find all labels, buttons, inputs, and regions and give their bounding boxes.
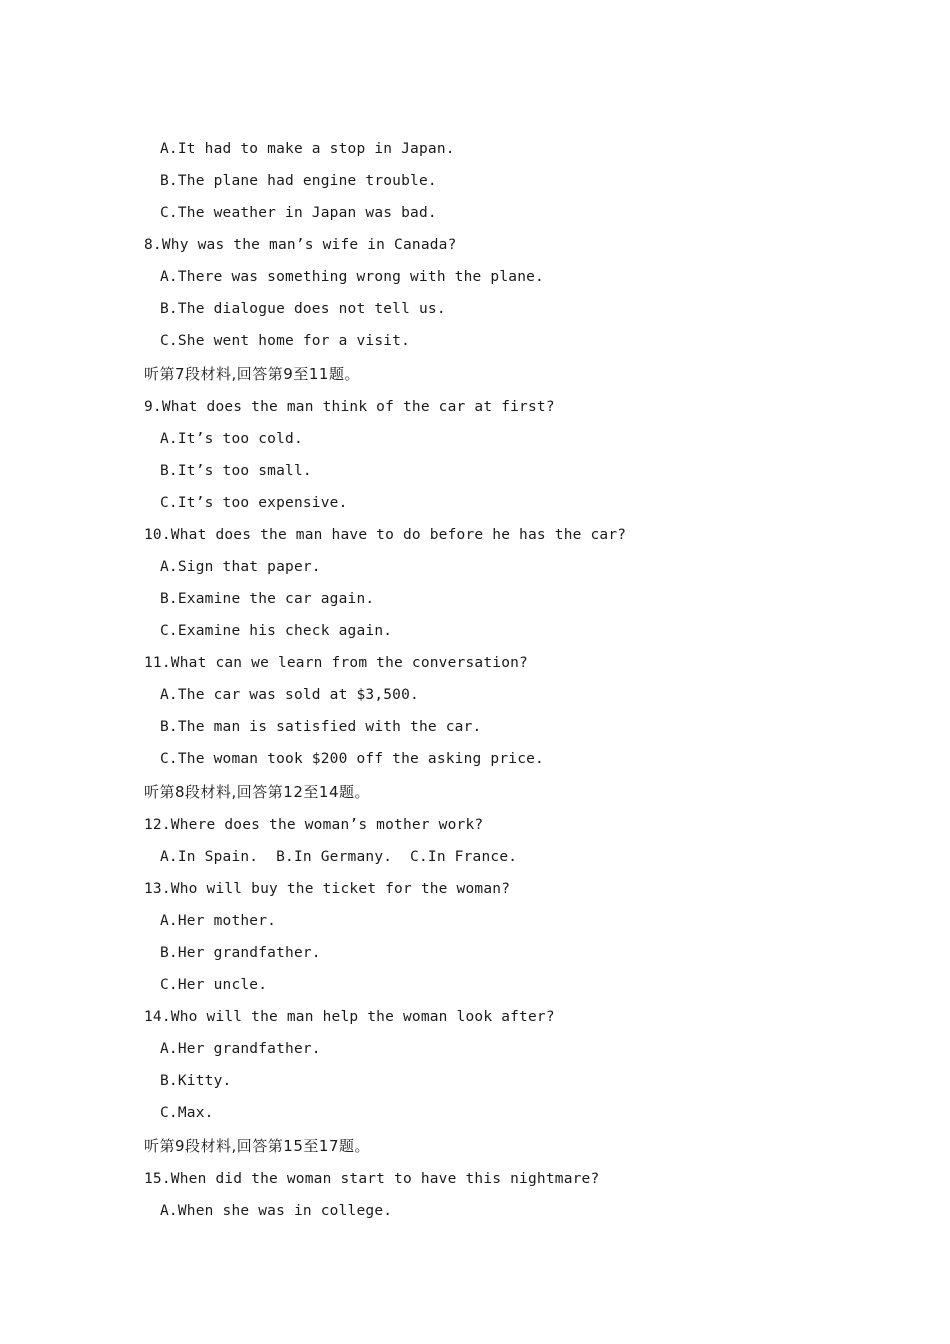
section-heading-9: 听第9段材料,回答第15至17题。 — [144, 1137, 370, 1155]
question-14: 14.Who will the man help the woman look after? — [144, 1009, 555, 1025]
option-10a: A.Sign that paper. — [160, 559, 321, 575]
option-9a: A.It’s too cold. — [160, 431, 303, 447]
question-8: 8.Why was the man’s wife in Canada? — [144, 237, 457, 253]
option-7a: A.It had to make a stop in Japan. — [160, 141, 455, 157]
section-heading-8: 听第8段材料,回答第12至14题。 — [144, 783, 370, 801]
section-heading-7: 听第7段材料,回答第9至11题。 — [144, 365, 360, 383]
option-15a: A.When she was in college. — [160, 1203, 393, 1219]
option-8c: C.She went home for a visit. — [160, 333, 411, 349]
option-11c: C.The woman took $200 off the asking price. — [160, 751, 544, 767]
option-9c: C.It’s too expensive. — [160, 495, 348, 511]
option-8b: B.The dialogue does not tell us. — [160, 301, 446, 317]
option-11b: B.The man is satisfied with the car. — [160, 719, 482, 735]
option-9b: B.It’s too small. — [160, 463, 312, 479]
question-13: 13.Who will buy the ticket for the woman? — [144, 881, 511, 897]
question-12: 12.Where does the woman’s mother work? — [144, 817, 484, 833]
option-7c: C.The weather in Japan was bad. — [160, 205, 437, 221]
question-10: 10.What does the man have to do before he has the car? — [144, 527, 627, 543]
option-7b: B.The plane had engine trouble. — [160, 173, 437, 189]
option-8a: A.There was something wrong with the plane. — [160, 269, 544, 285]
option-14a: A.Her grandfather. — [160, 1041, 321, 1057]
option-14b: B.Kitty. — [160, 1073, 232, 1089]
question-11: 11.What can we learn from the conversation? — [144, 655, 528, 671]
question-15: 15.When did the woman start to have this nightmare? — [144, 1171, 600, 1187]
option-13a: A.Her mother. — [160, 913, 277, 929]
option-11a: A.The car was sold at $3,500. — [160, 687, 419, 703]
option-10c: C.Examine his check again. — [160, 623, 393, 639]
document-page — [0, 133, 950, 1227]
option-13b: B.Her grandfather. — [160, 945, 321, 961]
option-13c: C.Her uncle. — [160, 977, 268, 993]
question-9: 9.What does the man think of the car at first? — [144, 399, 555, 415]
option-10b: B.Examine the car again. — [160, 591, 375, 607]
option-14c: C.Max. — [160, 1105, 214, 1121]
options-12: A.In Spain. B.In Germany. C.In France. — [160, 849, 518, 865]
